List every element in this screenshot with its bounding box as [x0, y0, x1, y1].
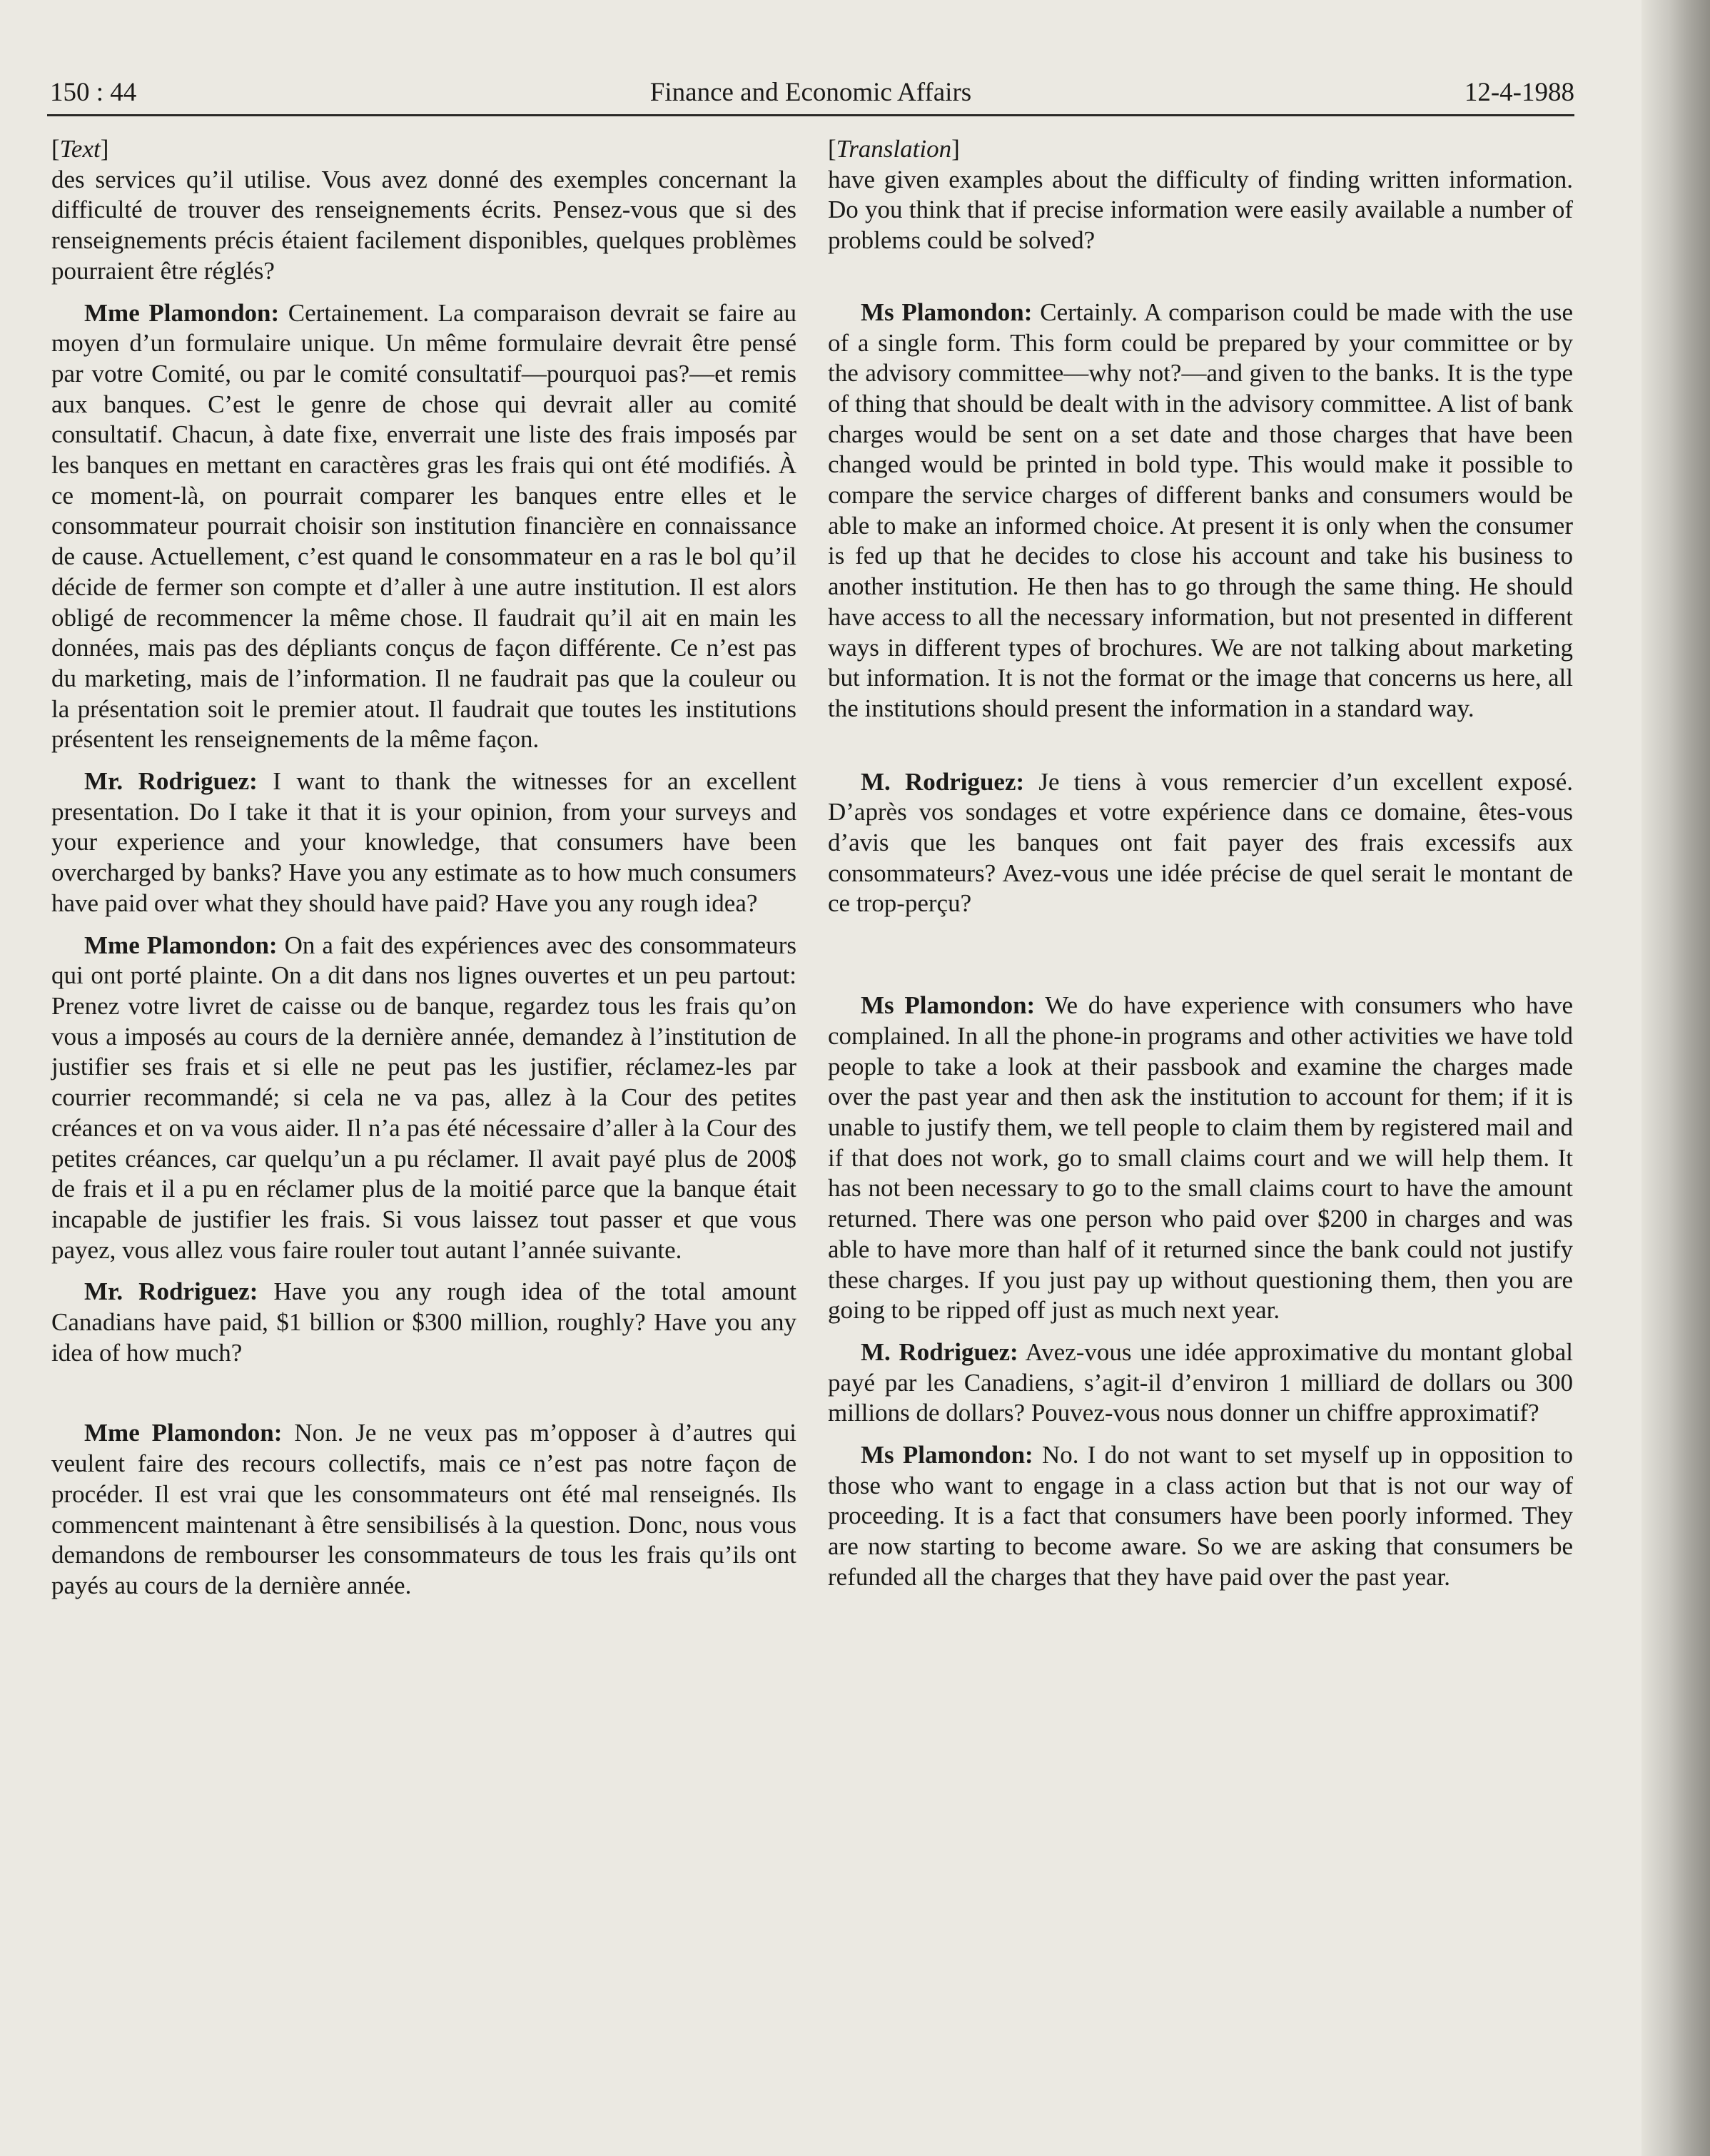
- speaker-name: Mr. Rodriguez:: [84, 1277, 258, 1306]
- speech-block: [51, 931, 796, 1266]
- intro-paragraph: have given examples about the difficulty of finding written information. Do you think that if precise information were easily available a number of problems could be solved?: [828, 165, 1573, 255]
- speech-block: [828, 1440, 1573, 1593]
- speech-text: No. I do not want to set myself up in opposition to those who want to engage in a class action but that is not our way of proceeding. It is a fact that consumers have been poorly informed. They are now starting to become aware. So we are asking that consumers be refunded all the charges that they have paid over the past year.: [828, 1441, 1574, 1591]
- speech-block: [828, 1337, 1573, 1429]
- speaker-name: M. Rodriguez:: [861, 1337, 1018, 1366]
- speech-text: Certainly. A comparison could be made with the use of a single form. This form could be prepared by your committee or by the advisory committee—why not?—and given to the banks. It is the type of thing that should be dealt with in the advisory committee. A list of bank charges would be sent on a set date and those charges that have been changed would be printed in bold type. This would make it possible to compare the service charges of different banks and consumers would be able to make an informed choice. At present it is only when the consumer is fed up that he decides to close his account and take his business to another institution. He then has to go through the same thing. He should have access to all the necessary information, but not presented in different ways in different types of brochures. We are not talking about marketing but information. It is not the format or the image that concerns us here, all the institutions should present the information in a standard way.: [828, 298, 1574, 722]
- speech-block: [828, 991, 1573, 1326]
- speaker-name: M. Rodriguez:: [861, 767, 1025, 796]
- speech-text: Je tiens à vous remercier d’un excellent exposé. D’après vos sondages et votre expérience dans ce domaine, êtes-vous d’avis que les banques ont fait payer des frais excessifs aux consommateurs? Avez-vous une idée précise de quel serait le montant de ce trop-perçu?: [828, 767, 1574, 918]
- header-date: 12-4-1988: [1464, 78, 1574, 107]
- column-label: [Translation]: [828, 135, 960, 163]
- speech-block: [51, 1418, 796, 1601]
- intro-paragraph: des services qu’il utilise. Vous avez donné des exemples concernant la difficulté de trouver des renseignements écrits. Pensez-vous que si des renseignements précis étaient facilement disponibles, quelques problèmes pourraient être réglés?: [51, 165, 796, 285]
- column-label-text: Translation: [836, 135, 952, 163]
- speech-block: [51, 766, 796, 919]
- speech-block: [828, 298, 1573, 724]
- header-title: Finance and Economic Affairs: [649, 78, 972, 107]
- speech-block: [51, 298, 796, 756]
- speaker-name: Mr. Rodriguez:: [84, 767, 258, 796]
- speech-text: We do have experience with consumers who have complained. In all the phone-in programs and other activities we have told people to take a look at their passbook and examine the charges made over the past year and then ask the institution to account for them; if it is unable to justify them, we tell people to claim them by registered mail and if that does not work, go to small claims court and we will help them. It has not been necessary to go to the small claims court to have the amount returned. There was one person who paid over $200 in charges and was able to have more than half of it returned since the bank could not justify these charges. If you just pay up without questioning them, then you are going to be ripped off just as much next year.: [828, 991, 1574, 1325]
- speech-block: [828, 767, 1573, 920]
- book-spine-shadow: [1641, 0, 1710, 2156]
- right-column: [828, 134, 1573, 1593]
- speech-text: I want to thank the witnesses for an excellent presentation. Do I take it that it is your opinion, from your surveys and your experience and your knowledge, that consumers have been overcharged by banks? Have you any estimate as to how much consumers have paid over what they should have paid? Have you any rough idea?: [51, 767, 797, 917]
- speaker-name: Ms Plamondon:: [861, 1441, 1033, 1469]
- speaker-name: Ms Plamondon:: [861, 298, 1033, 326]
- speech-text: Avez-vous une idée approximative du montant global payé par les Canadiens, s’agit-il d’environ 1 milliard de dollars ou 300 millions de dollars? Pouvez-vous nous donner un chiffre approximatif?: [828, 1337, 1573, 1427]
- speaker-name: Ms Plamondon:: [861, 991, 1036, 1020]
- running-header: [47, 74, 1574, 116]
- speaker-name: Mme Plamondon:: [84, 1419, 283, 1447]
- column-label: [Text]: [51, 135, 109, 163]
- speech-text: On a fait des expériences avec des consommateurs qui ont porté plainte. On a dit dans nos lignes ouvertes et un peu partout: Prenez votre livret de caisse ou de banque, regardez tous les frais qu’on vous a imposés au cours de la dernière année, demandez à l’institution de justifier ses frais et si elle ne peut pas les justifier, réclamez-les par courrier recommandé; si cela ne va pas, allez à la Cour des petites créances et on va vous aider. Il n’a pas été nécessaire d’aller à la Cour des petites créances, car quelqu’un a pu réclamer. Il avait payé plus de 200$ de frais et il a pu en réclamer plus de la moitié parce que la banque était incapable de justifier les frais. Si vous laissez tout passer et que vous payez, vous allez vous faire rouler tout autant l’année suivante.: [51, 931, 796, 1264]
- column-label-text: Text: [59, 135, 101, 163]
- speech-text: Have you any rough idea of the total amount Canadians have paid, $1 billion or $300 million, roughly? Have you any idea of how much?: [51, 1277, 796, 1367]
- speech-text: Certainement. La comparaison devrait se faire au moyen d’un formulaire unique. Un même formulaire devrait être pensé par votre Comité, ou par le comité consultatif—pourquoi pas?—et remis aux banques. C’est le genre de chose qui devrait aller au comité consultatif. Chacun, à date fixe, enverrait une liste des frais imposés par les banques en mettant en caractères gras les frais qui ont été modifiés. À ce moment-là, on pourrait comparer les banques entre elles et le consommateur pourrait choisir son institution financière en connaissance de cause. Actuellement, c’est quand le consommateur en a ras le bol qu’il décide de fermer son compte et d’aller à une autre institution. Il est alors obligé de recommencer la même chose. Il faudrait qu’il ait en main les données, mais pas des dépliants conçus de façon différente. Ce n’est pas du marketing, mais de l’information. Il ne faudrait pas que la couleur ou la présentation soit le premier atout. Il faudrait que toutes les institutions présentent les renseignements de la même façon.: [51, 298, 796, 754]
- page-number: 150 : 44: [50, 78, 137, 107]
- left-column: [51, 134, 796, 1601]
- speech-block: [51, 1277, 796, 1368]
- speech-text: Non. Je ne veux pas m’opposer à d’autres qui veulent faire des recours collectifs, mais ce n’est pas notre façon de procéder. Il est vrai que les consommateurs ont été mal renseignés. Ils commencent maintenant à être sensibilisés à la question. Donc, nous vous demandons de rembourser les consommateurs de tous les frais qu’ils ont payés au cours de la dernière année.: [51, 1419, 796, 1599]
- speaker-name: Mme Plamondon:: [84, 931, 278, 959]
- speaker-name: Mme Plamondon:: [84, 298, 280, 327]
